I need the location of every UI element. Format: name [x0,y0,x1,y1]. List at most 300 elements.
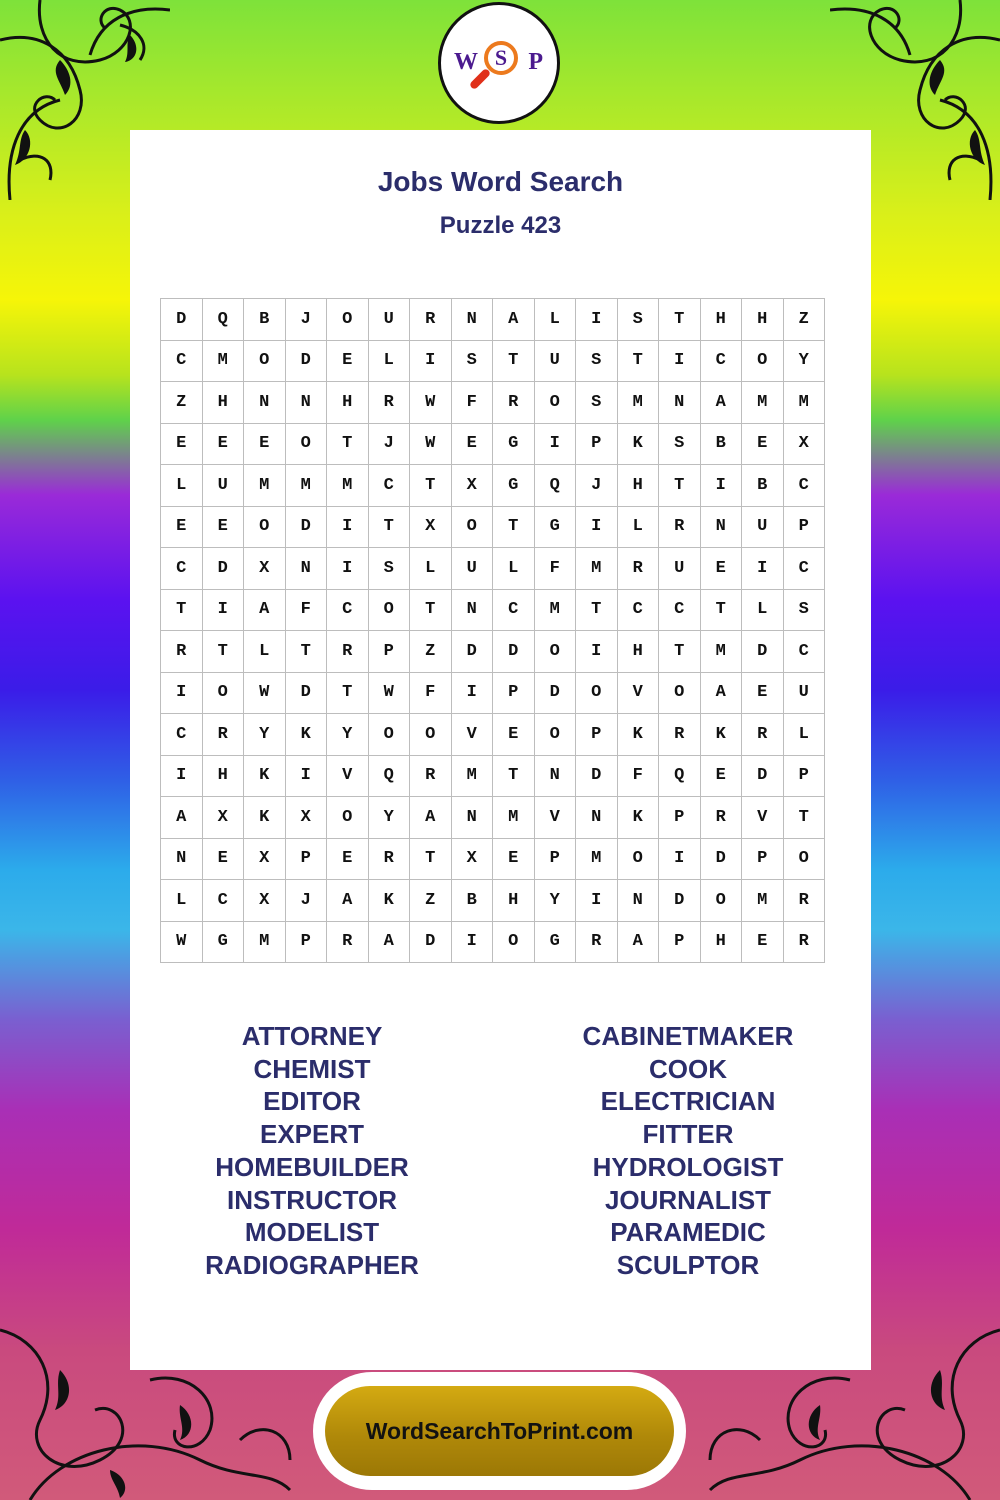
grid-cell: L [161,465,203,507]
grid-cell: L [617,506,659,548]
grid-cell: P [534,838,576,880]
grid-cell: U [742,506,784,548]
grid-cell: R [410,755,452,797]
grid-cell: I [700,465,742,507]
grid-cell: J [285,299,327,341]
grid-cell: N [576,797,618,839]
grid-cell: M [493,797,535,839]
grid-row [161,423,825,465]
grid-cell: I [327,548,369,590]
grid-cell: P [783,506,825,548]
grid-cell: G [534,921,576,963]
grid-cell: M [327,465,369,507]
grid-cell: U [202,465,244,507]
grid-cell: I [285,755,327,797]
wsp-logo [438,2,560,124]
grid-cell: O [783,838,825,880]
grid-cell: A [161,797,203,839]
grid-cell: R [493,382,535,424]
grid-cell: H [742,299,784,341]
grid-cell: C [659,589,701,631]
grid-cell: E [700,755,742,797]
grid-cell: E [244,423,286,465]
grid-cell: L [534,299,576,341]
letter-grid [160,298,825,963]
grid-cell: Q [534,465,576,507]
grid-cell: I [451,672,493,714]
grid-row [161,465,825,507]
grid-cell: Z [410,880,452,922]
grid-cell: N [285,382,327,424]
grid-cell: V [327,755,369,797]
grid-cell: E [742,921,784,963]
grid-cell: C [161,714,203,756]
grid-cell: Y [244,714,286,756]
grid-cell: C [327,589,369,631]
grid-cell: L [493,548,535,590]
grid-cell: T [659,465,701,507]
grid-cell: O [534,714,576,756]
grid-cell: M [700,631,742,673]
grid-cell: X [410,506,452,548]
grid-cell: M [783,382,825,424]
grid-cell: U [451,548,493,590]
grid-row [161,880,825,922]
grid-cell: N [617,880,659,922]
logo-letter-s: S [494,45,508,70]
word-list-right [538,1020,838,1282]
grid-cell: N [659,382,701,424]
grid-cell: D [451,631,493,673]
grid-cell: M [244,465,286,507]
grid-cell: O [327,797,369,839]
grid-cell: W [410,382,452,424]
grid-cell: S [659,423,701,465]
grid-cell: N [285,548,327,590]
grid-cell: C [783,631,825,673]
grid-row [161,755,825,797]
grid-cell: U [659,548,701,590]
grid-cell: E [493,714,535,756]
grid-cell: U [534,340,576,382]
grid-cell: C [617,589,659,631]
grid-cell: O [451,506,493,548]
grid-cell: W [410,423,452,465]
grid-cell: T [576,589,618,631]
grid-cell: H [327,382,369,424]
grid-cell: H [202,382,244,424]
word-item: EXPERT [259,1119,365,1150]
word-list-left [162,1020,462,1282]
grid-cell: O [244,340,286,382]
grid-cell: V [742,797,784,839]
grid-cell: X [244,880,286,922]
grid-cell: P [576,714,618,756]
grid-cell: R [410,299,452,341]
grid-cell: T [410,465,452,507]
grid-cell: Y [534,880,576,922]
grid-cell: L [783,714,825,756]
grid-cell: P [783,755,825,797]
grid-cell: P [285,838,327,880]
grid-cell: X [244,838,286,880]
word-item: HOMEBUILDER [215,1151,409,1182]
grid-cell: T [659,299,701,341]
grid-cell: E [202,506,244,548]
grid-cell: E [451,423,493,465]
grid-cell: N [244,382,286,424]
page-title: Jobs Word Search [377,166,624,197]
word-item: CABINETMAKER [582,1021,794,1051]
grid-cell: B [700,423,742,465]
grid-cell: N [451,589,493,631]
grid-cell: D [202,548,244,590]
grid-cell: J [285,880,327,922]
grid-cell: M [576,838,618,880]
word-item: CHEMIST [253,1053,371,1084]
grid-cell: G [534,506,576,548]
grid-cell: A [493,299,535,341]
grid-row [161,838,825,880]
grid-cell: D [742,755,784,797]
grid-cell: F [451,382,493,424]
grid-cell: M [617,382,659,424]
grid-cell: Z [410,631,452,673]
grid-cell: I [161,755,203,797]
grid-cell: G [493,423,535,465]
grid-cell: L [742,589,784,631]
grid-cell: R [700,797,742,839]
grid-cell: I [327,506,369,548]
grid-cell: X [451,838,493,880]
grid-cell: X [244,548,286,590]
grid-cell: P [576,423,618,465]
grid-cell: X [783,423,825,465]
grid-row [161,340,825,382]
grid-cell: M [244,921,286,963]
grid-cell: E [161,423,203,465]
grid-cell: I [659,340,701,382]
grid-cell: O [285,423,327,465]
grid-cell: O [244,506,286,548]
grid-cell: L [368,340,410,382]
grid-cell: P [493,672,535,714]
grid-row [161,672,825,714]
grid-row [161,589,825,631]
grid-cell: V [534,797,576,839]
grid-cell: I [534,423,576,465]
grid-cell: H [700,921,742,963]
puzzle-number: Puzzle 423 [439,212,562,239]
word-item: COOK [649,1053,727,1084]
grid-cell: T [700,589,742,631]
grid-cell: D [742,631,784,673]
grid-cell: T [202,631,244,673]
grid-cell: T [659,631,701,673]
grid-cell: T [327,672,369,714]
grid-cell: S [783,589,825,631]
grid-cell: C [783,465,825,507]
grid-cell: M [742,382,784,424]
grid-cell: R [327,921,369,963]
grid-cell: Q [659,755,701,797]
grid-cell: H [617,631,659,673]
grid-cell: N [700,506,742,548]
grid-cell: E [202,838,244,880]
grid-cell: C [161,340,203,382]
grid-cell: F [410,672,452,714]
grid-cell: K [244,797,286,839]
grid-cell: D [659,880,701,922]
grid-cell: Q [368,755,410,797]
grid-cell: O [493,921,535,963]
grid-cell: K [617,714,659,756]
grid-cell: N [534,755,576,797]
grid-cell: S [576,340,618,382]
grid-cell: R [202,714,244,756]
grid-cell: M [576,548,618,590]
grid-cell: R [576,921,618,963]
grid-cell: E [202,423,244,465]
word-item: SCULPTOR [616,1249,760,1280]
grid-cell: B [742,465,784,507]
grid-row [161,631,825,673]
grid-cell: R [783,921,825,963]
grid-cell: N [451,797,493,839]
grid-cell: C [368,465,410,507]
grid-cell: S [576,382,618,424]
grid-cell: L [410,548,452,590]
grid-cell: W [244,672,286,714]
grid-cell: R [659,506,701,548]
grid-row [161,797,825,839]
grid-cell: H [617,465,659,507]
grid-cell: D [576,755,618,797]
grid-cell: C [202,880,244,922]
grid-cell: P [742,838,784,880]
grid-cell: A [244,589,286,631]
grid-cell: K [244,755,286,797]
grid-cell: Z [161,382,203,424]
grid-cell: O [659,672,701,714]
grid-cell: U [783,672,825,714]
grid-row [161,921,825,963]
grid-cell: B [451,880,493,922]
grid-cell: A [700,382,742,424]
word-item: HYDROLOGIST [592,1151,784,1182]
grid-cell: Z [783,299,825,341]
word-item: MODELIST [244,1217,380,1248]
site-badge-inner [325,1386,674,1476]
grid-cell: T [161,589,203,631]
grid-cell: R [368,382,410,424]
grid-cell: M [534,589,576,631]
grid-cell: T [410,838,452,880]
magnifier-icon [484,41,518,75]
grid-cell: Y [783,340,825,382]
grid-cell: I [451,921,493,963]
grid-cell: I [576,880,618,922]
grid-cell: D [410,921,452,963]
grid-cell: B [244,299,286,341]
word-item: FITTER [642,1119,734,1150]
word-item: JOURNALIST [604,1184,772,1215]
grid-cell: K [617,423,659,465]
grid-cell: T [327,423,369,465]
grid-cell: X [202,797,244,839]
word-item: PARAMEDIC [610,1217,766,1248]
grid-cell: I [576,299,618,341]
grid-cell: G [202,921,244,963]
grid-cell: F [285,589,327,631]
grid-cell: C [161,548,203,590]
puzzle-card [130,130,871,1370]
grid-cell: O [368,589,410,631]
grid-cell: S [617,299,659,341]
grid-cell: A [368,921,410,963]
grid-cell: E [327,838,369,880]
grid-cell: O [742,340,784,382]
grid-row [161,382,825,424]
grid-cell: I [659,838,701,880]
grid-cell: E [700,548,742,590]
grid-row [161,506,825,548]
grid-cell: I [742,548,784,590]
word-item: ELECTRICIAN [600,1086,776,1117]
grid-cell: R [617,548,659,590]
grid-cell: K [700,714,742,756]
grid-row [161,548,825,590]
grid-cell: H [493,880,535,922]
grid-cell: L [244,631,286,673]
grid-cell: D [285,506,327,548]
word-item: ATTORNEY [241,1021,383,1051]
grid-cell: W [368,672,410,714]
grid-cell: D [285,340,327,382]
logo-letter-p: P [528,49,543,75]
grid-cell: A [327,880,369,922]
grid-cell: R [659,714,701,756]
grid-cell: R [742,714,784,756]
grid-cell: V [617,672,659,714]
grid-row [161,299,825,341]
grid-cell: A [700,672,742,714]
grid-cell: O [700,880,742,922]
grid-cell: T [617,340,659,382]
grid-cell: T [368,506,410,548]
grid-cell: I [576,506,618,548]
grid-cell: T [285,631,327,673]
grid-cell: J [368,423,410,465]
word-item: RADIOGRAPHER [205,1249,419,1280]
word-item: EDITOR [263,1086,361,1117]
grid-cell: R [368,838,410,880]
grid-cell: L [161,880,203,922]
grid-cell: S [451,340,493,382]
grid-cell: M [285,465,327,507]
grid-cell: O [410,714,452,756]
grid-cell: H [700,299,742,341]
grid-cell: E [742,672,784,714]
grid-cell: R [161,631,203,673]
grid-cell: T [410,589,452,631]
grid-cell: O [368,714,410,756]
grid-cell: R [783,880,825,922]
grid-cell: X [285,797,327,839]
grid-cell: T [493,755,535,797]
grid-cell: K [617,797,659,839]
grid-cell: T [493,506,535,548]
grid-cell: Y [368,797,410,839]
grid-cell: M [202,340,244,382]
grid-cell: D [161,299,203,341]
grid-cell: G [493,465,535,507]
word-item: INSTRUCTOR [227,1184,397,1215]
logo-letter-w: W [454,49,478,75]
grid-cell: D [700,838,742,880]
grid-cell: Q [202,299,244,341]
grid-cell: P [659,797,701,839]
grid-cell: I [576,631,618,673]
grid-cell: O [576,672,618,714]
grid-cell: R [327,631,369,673]
grid-cell: V [451,714,493,756]
grid-cell: C [700,340,742,382]
grid-cell: A [410,797,452,839]
grid-cell: P [659,921,701,963]
grid-cell: D [285,672,327,714]
grid-cell: J [576,465,618,507]
grid-cell: K [368,880,410,922]
grid-cell: O [534,382,576,424]
grid-cell: X [451,465,493,507]
grid-cell: A [617,921,659,963]
grid-cell: I [202,589,244,631]
grid-cell: I [161,672,203,714]
grid-cell: N [451,299,493,341]
grid-cell: E [493,838,535,880]
grid-cell: O [327,299,369,341]
grid-cell: H [202,755,244,797]
grid-cell: M [451,755,493,797]
grid-cell: P [285,921,327,963]
grid-cell: E [327,340,369,382]
grid-cell: D [493,631,535,673]
grid-cell: T [493,340,535,382]
grid-cell: C [493,589,535,631]
grid-cell: Y [327,714,369,756]
grid-cell: I [410,340,452,382]
grid-cell: O [534,631,576,673]
grid-cell: O [617,838,659,880]
grid-cell: D [534,672,576,714]
grid-cell: M [742,880,784,922]
grid-cell: U [368,299,410,341]
grid-cell: O [202,672,244,714]
grid-cell: K [285,714,327,756]
grid-cell: C [783,548,825,590]
site-badge [313,1372,686,1490]
grid-cell: N [161,838,203,880]
site-url: WordSearchToPrint.com [365,1417,634,1444]
grid-cell: E [161,506,203,548]
grid-cell: E [742,423,784,465]
grid-cell: P [368,631,410,673]
grid-cell: S [368,548,410,590]
grid-cell: F [617,755,659,797]
grid-cell: F [534,548,576,590]
grid-row [161,714,825,756]
